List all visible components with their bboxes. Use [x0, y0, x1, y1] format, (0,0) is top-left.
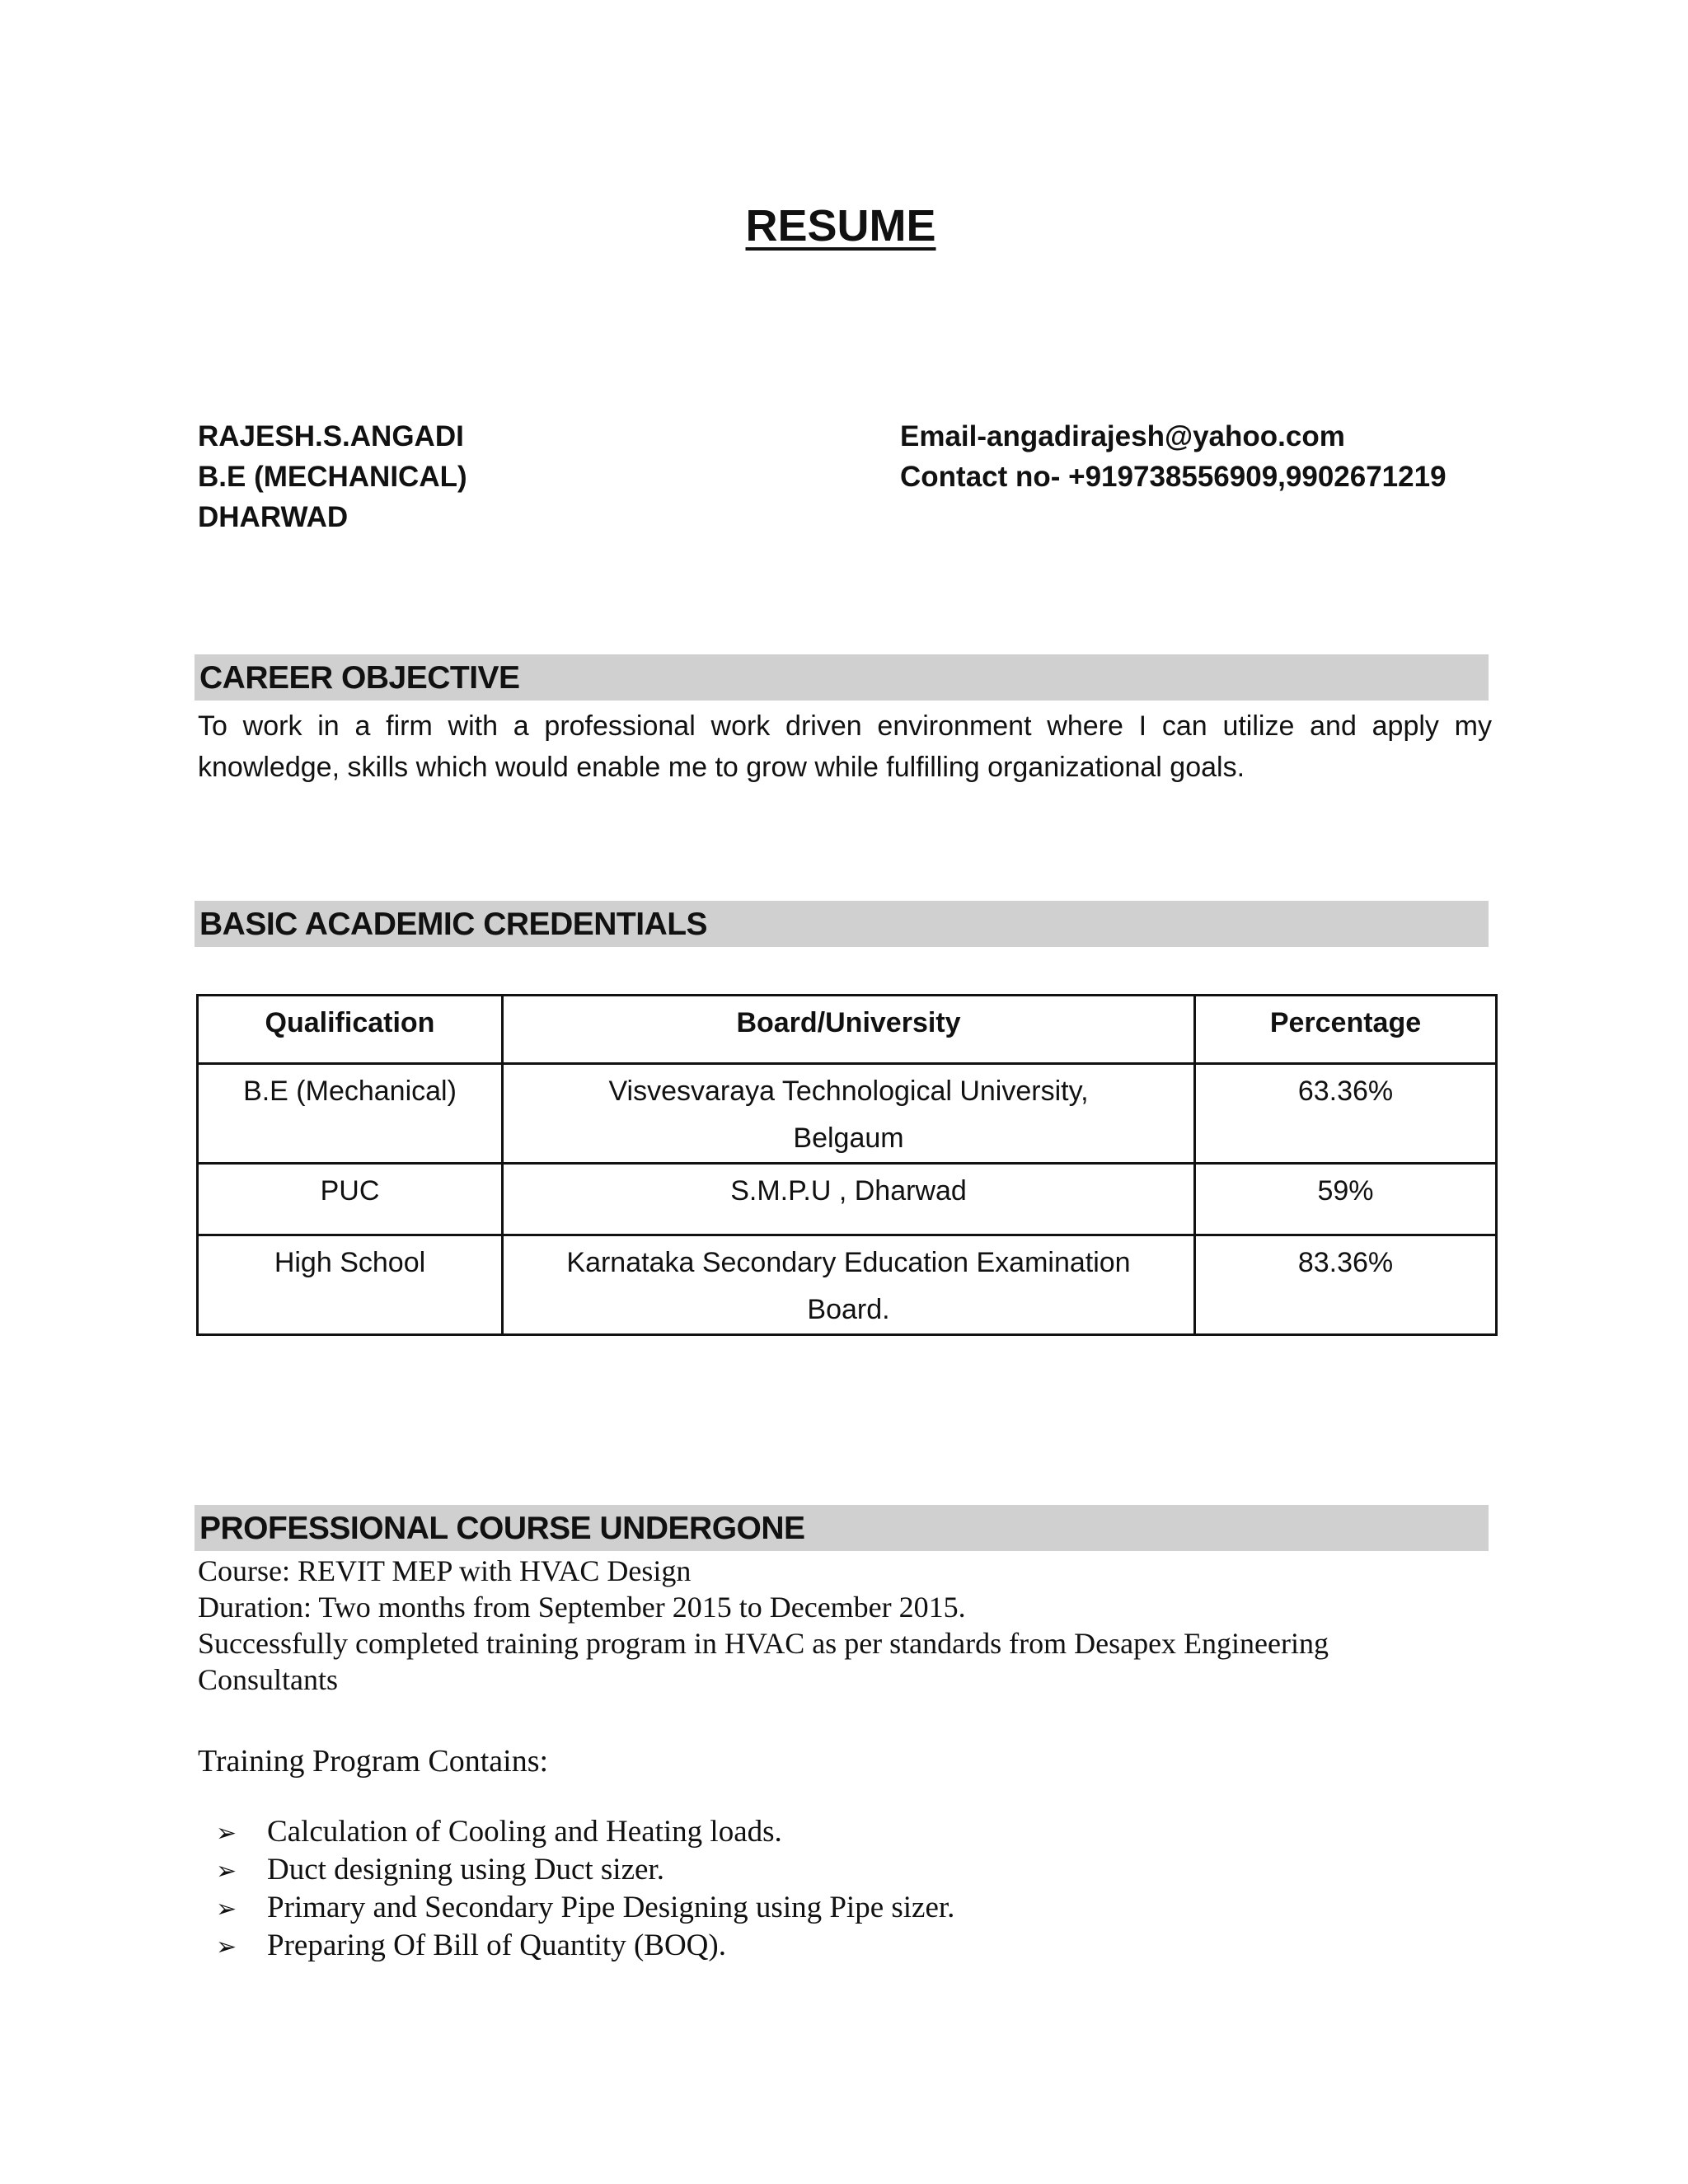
email-text: Email-angadirajesh@yahoo.com — [900, 420, 1345, 452]
board-line: S.M.P.U , Dharwad — [730, 1175, 967, 1207]
table-header-row — [198, 996, 1497, 1064]
course-details — [198, 1553, 1434, 1698]
percentage-cell: 83.36% — [1195, 1235, 1497, 1335]
academic-credentials-table — [196, 994, 1498, 1336]
contact-details — [900, 416, 1447, 497]
table-row — [198, 1235, 1497, 1335]
qualification-cell: High School — [198, 1235, 503, 1335]
personal-details — [198, 416, 467, 537]
table-row — [198, 1164, 1497, 1235]
board-cell — [503, 1235, 1195, 1335]
course-name: Course: REVIT MEP with HVAC Design — [198, 1554, 692, 1587]
board-line: Belgaum — [793, 1122, 904, 1154]
list-item — [216, 1813, 954, 1851]
percentage-cell: 63.36% — [1195, 1064, 1497, 1164]
career-objective-heading: CAREER OBJECTIVE — [199, 660, 520, 696]
candidate-city: DHARWAD — [198, 501, 349, 533]
board-line: Visvesvaraya Technological University, — [608, 1076, 1089, 1107]
candidate-degree: B.E (MECHANICAL) — [198, 461, 467, 493]
training-program-heading: Training Program Contains: — [198, 1744, 549, 1779]
board-cell — [503, 1164, 1195, 1235]
page-title — [0, 199, 1681, 252]
professional-course-heading-bar — [195, 1505, 1489, 1551]
professional-course-heading: PROFESSIONAL COURSE UNDERGONE — [199, 1511, 805, 1546]
career-objective-text: To work in a firm with a professional work driven environment where I can utilize and apply my knowledge, skills which would enable me to grow while fulfilling organizational goals. — [198, 710, 1492, 783]
list-item-text: Preparing Of Bill of Quantity (BOQ). — [267, 1929, 726, 1962]
list-item — [216, 1851, 954, 1889]
training-program-list — [216, 1813, 954, 1965]
list-item-text: Primary and Secondary Pipe Designing using Pipe sizer. — [267, 1891, 955, 1924]
percentage-cell: 59% — [1195, 1164, 1497, 1235]
qualification-cell: B.E (Mechanical) — [198, 1064, 503, 1164]
list-item-text: Calculation of Cooling and Heating loads. — [267, 1815, 782, 1849]
list-item-text: Duct designing using Duct sizer. — [267, 1853, 664, 1886]
arrowhead-bullet-icon: ➢ — [216, 1933, 237, 1961]
resume-title: RESUME — [745, 201, 936, 251]
qualification-cell: PUC — [198, 1164, 503, 1235]
course-duration: Duration: Two months from September 2015 to December 2015. — [198, 1591, 966, 1624]
board-line: Karnataka Secondary Education Examination — [566, 1247, 1131, 1278]
academic-credentials-heading: BASIC ACADEMIC CREDENTIALS — [199, 907, 708, 942]
board-cell — [503, 1064, 1195, 1164]
contact-number-text: Contact no- +919738556909,9902671219 — [900, 461, 1447, 493]
board-line: Board. — [807, 1294, 890, 1325]
career-objective-heading-bar — [195, 654, 1489, 701]
list-item — [216, 1927, 954, 1965]
course-summary: Successfully completed training program in HVAC as per standards from Desapex Engineering Consultants — [198, 1627, 1329, 1696]
arrowhead-bullet-icon: ➢ — [216, 1895, 237, 1924]
arrowhead-bullet-icon: ➢ — [216, 1857, 237, 1886]
column-header-percentage: Percentage — [1195, 996, 1497, 1064]
column-header-board: Board/University — [503, 996, 1195, 1064]
candidate-name: RAJESH.S.ANGADI — [198, 420, 464, 452]
arrowhead-bullet-icon: ➢ — [216, 1819, 237, 1848]
academic-credentials-heading-bar — [195, 901, 1489, 947]
list-item — [216, 1889, 954, 1927]
table-row — [198, 1064, 1497, 1164]
column-header-qualification: Qualification — [198, 996, 503, 1064]
